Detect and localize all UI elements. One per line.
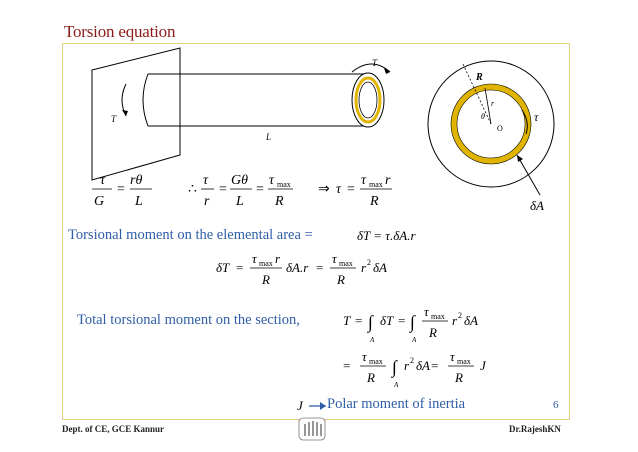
svg-text:∫: ∫ (392, 357, 397, 377)
svg-text:τ: τ (332, 251, 337, 266)
svg-text:R: R (275, 194, 284, 209)
svg-text:τ: τ (269, 173, 275, 188)
slide-title: Torsion equation (64, 22, 176, 41)
shaft-body (148, 74, 368, 126)
svg-text:δT: δT (380, 313, 394, 328)
svg-text:J: J (480, 358, 486, 373)
svg-text:r: r (385, 173, 391, 188)
svg-text:τ: τ (450, 349, 455, 364)
svg-text:=: = (236, 260, 244, 275)
svg-text:r: r (404, 358, 410, 373)
svg-text:R: R (337, 272, 345, 287)
college-logo (299, 418, 325, 440)
label-O: O (497, 124, 503, 133)
svg-text:=: = (219, 182, 227, 197)
svg-text:=: = (256, 182, 264, 197)
svg-text:A: A (370, 336, 375, 344)
elemental-moment-text: Torsional moment on the elemental area = (68, 227, 313, 243)
label-r: r (491, 99, 495, 108)
svg-text:max: max (369, 180, 383, 189)
equation-5 (343, 349, 487, 389)
label-T-left: T (111, 114, 117, 124)
svg-text:2: 2 (458, 311, 462, 320)
svg-text:=: = (431, 358, 439, 373)
svg-text:=: = (343, 358, 351, 373)
svg-text:Gθ: Gθ (231, 173, 248, 188)
equation-3 (216, 251, 387, 287)
svg-text:A: A (394, 381, 399, 389)
svg-text:∴: ∴ (188, 182, 197, 197)
svg-text:=: = (355, 313, 363, 328)
svg-text:τ: τ (203, 173, 209, 188)
svg-text:δA: δA (416, 358, 430, 373)
eq1-left-num: τ (100, 173, 106, 188)
svg-text:max: max (259, 259, 273, 268)
polar-moment-text: Polar moment of inertia (327, 396, 466, 412)
equation-2 (188, 173, 392, 209)
svg-text:R: R (455, 370, 463, 385)
svg-text:=: = (398, 313, 406, 328)
svg-text:=: = (316, 260, 324, 275)
svg-text:δA: δA (464, 313, 478, 328)
fixed-support (92, 48, 180, 180)
svg-text:=: = (347, 182, 355, 197)
svg-text:τ: τ (361, 173, 367, 188)
svg-text:max: max (431, 312, 445, 321)
svg-text:δT = τ.δA.r: δT = τ.δA.r (357, 228, 416, 243)
svg-text:δA.r: δA.r (286, 260, 309, 275)
svg-text:δA: δA (373, 260, 387, 275)
label-tau: τ (534, 110, 539, 124)
svg-text:τ: τ (424, 304, 429, 319)
footer-right: Dr.RajeshKN (509, 424, 561, 434)
svg-text:∫: ∫ (410, 312, 415, 332)
svg-text:⇒: ⇒ (318, 182, 330, 197)
svg-text:τ: τ (336, 182, 342, 197)
svg-text:=: = (117, 182, 125, 197)
svg-text:2: 2 (367, 258, 371, 267)
total-moment-text: Total torsional moment on the section, (77, 312, 300, 328)
svg-text:R: R (429, 325, 437, 340)
svg-text:R: R (370, 194, 379, 209)
eq1-left-den: G (94, 194, 105, 209)
label-R: R (476, 72, 483, 83)
eq1-right-num: rθ (130, 173, 143, 188)
svg-text:R: R (367, 370, 375, 385)
svg-text:A: A (412, 336, 417, 344)
equation-elemental (357, 228, 416, 243)
label-theta: θ (481, 112, 485, 121)
svg-text:δT: δT (216, 260, 230, 275)
svg-text:T: T (343, 313, 351, 328)
svg-text:r: r (452, 313, 458, 328)
svg-text:r: r (361, 260, 367, 275)
footer-left: Dept. of CE, GCE Kannur (62, 424, 165, 434)
svg-text:max: max (277, 180, 291, 189)
torque-arrow-right (352, 64, 390, 72)
page-number: 6 (553, 399, 559, 411)
svg-text:max: max (339, 259, 353, 268)
svg-text:τ: τ (362, 349, 367, 364)
eq1-right-den: L (135, 194, 143, 209)
svg-text:∫: ∫ (368, 312, 373, 332)
svg-text:τ: τ (252, 251, 257, 266)
label-T-top: T (372, 58, 378, 68)
svg-text:r: r (275, 251, 281, 266)
equation-4 (343, 304, 478, 344)
label-L: L (266, 132, 272, 142)
svg-text:2: 2 (410, 356, 414, 365)
label-dA: δA (530, 198, 544, 213)
svg-text:L: L (236, 194, 244, 209)
svg-text:max: max (369, 357, 383, 366)
svg-text:max: max (457, 357, 471, 366)
svg-text:r: r (204, 194, 210, 209)
J-symbol: J (297, 398, 303, 413)
svg-text:R: R (262, 272, 270, 287)
equation-1 (92, 173, 152, 209)
